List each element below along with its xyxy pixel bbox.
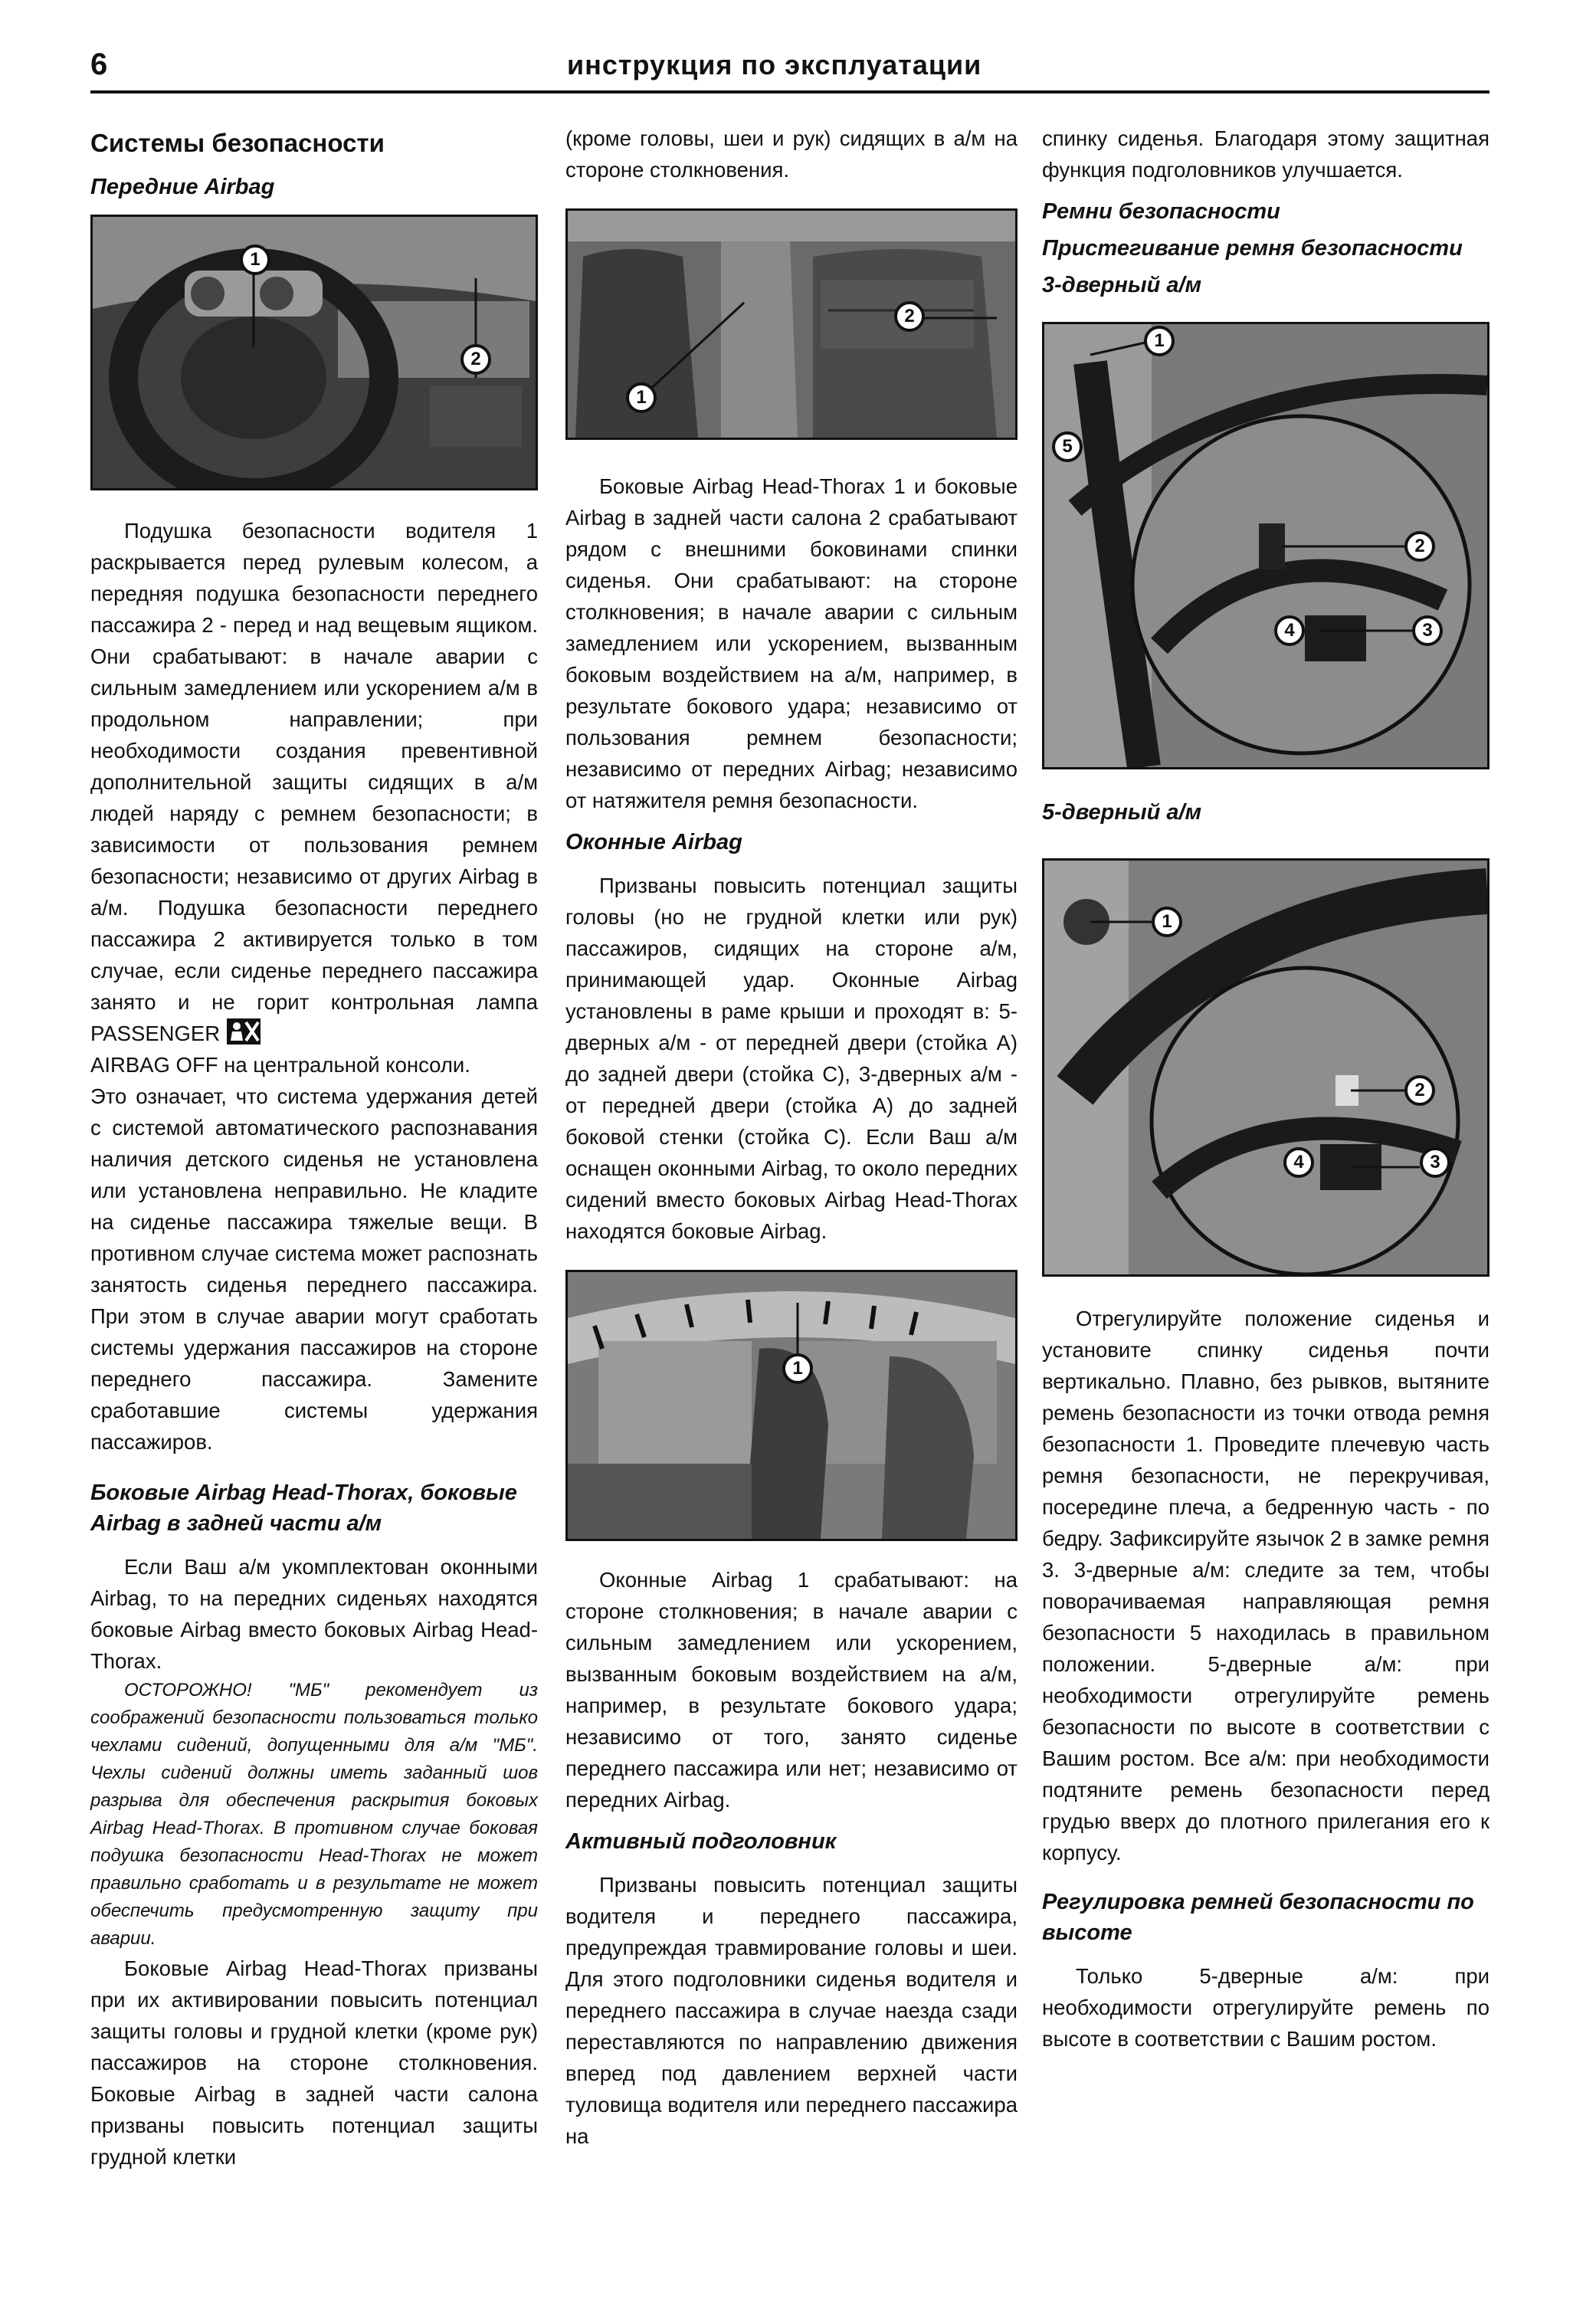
paragraph-active-headrest: Призваны повысить потенциал защиты водителя и переднего пассажира, предупреждая травмирование головы и шеи. Для этого подголовники сиденья водителя и переднего пассажира в случае наезда сзади переставляются по направлению движения вперед под давлением верхней части туловища водителя или переднего пассажира на	[565, 1873, 1018, 2148]
figure-belt-5-door	[1042, 858, 1489, 1277]
callout-1: 1	[782, 1353, 813, 1384]
callout-1: 1	[240, 244, 270, 275]
callout-3: 3	[1412, 615, 1443, 646]
subsection-seat-belts: Ремни безопасности	[1042, 199, 1280, 224]
callout-2: 2	[1404, 1075, 1435, 1106]
paragraph-front-airbag-text: Подушка безопасности водителя 1 раскрывается перед рулевым колесом, а передняя подушка безопасности переднего пассажира 2 - перед и над вещевым ящиком. Они срабатывают: в начале аварии с сильным замедлением или ускорением а/м в продольном направлении; при необходимости создания превентивной дополнительной защиты сидящих в а/м людей наряду с ремнем безопасности; в зависимости от пользования ремнем безопасности; независимо от других Airbag в а/м. Подушка безопасности переднего пассажира 2 активируется только в том случае, если сиденье переднего пассажира занято и не горит контрольная лампа PASSENGER	[90, 519, 538, 1045]
paragraph-belt-height: Только 5-дверные а/м: при необходимости отрегулируйте ремень по высоте в соответствии с Вашим ростом.	[1042, 1964, 1489, 2051]
callout-5: 5	[1052, 431, 1083, 462]
belt-5-door-illustration	[1044, 861, 1487, 1274]
paragraph-front-airbag	[90, 515, 538, 1049]
callout-3: 3	[1420, 1147, 1450, 1178]
figure-belt-3-door	[1042, 322, 1489, 769]
paragraph-front-airbag-off: AIRBAG OFF на центральной консоли.	[90, 1053, 470, 1077]
paragraph-side-airbag-b: Боковые Airbag Head-Thorax призваны при их активировании повысить потенциал защиты головы и грудной клетки (кроме рук) пассажиров на стороне столкновения. Боковые Airbag в задней части салона призваны повысить потенциал защиты грудной клетки	[90, 1956, 538, 2169]
warning-seat-covers: ОСТОРОЖНО! "МБ" рекомендует из соображений безопасности пользоваться только чехлами сидений, допущенными для а/м "МБ". Чехлы сидений должны иметь заданный шов разрыва для обеспечения раскрытия боковых Airbag Head-Thorax. В противном случае боковая подушка безопасности Head-Thorax не может правильно сработать и в результате не может обеспечить предусмотренную защиту при аварии.	[90, 1680, 538, 1949]
subsection-fasten-belt: Пристегивание ремня безопасности	[1042, 236, 1463, 261]
subsection-active-headrest: Активный подголовник	[565, 1829, 837, 1854]
figure-side-airbags	[565, 208, 1018, 440]
column-1	[90, 123, 538, 2173]
running-title: инструкция по эксплуатации	[567, 49, 982, 80]
figure-dashboard-airbags	[90, 215, 538, 490]
subsection-5-door: 5-дверный а/м	[1042, 800, 1202, 825]
subsection-side-airbag: Боковые Airbag Head-Thorax, боковые Airbag в задней части а/м	[90, 1481, 517, 1536]
callout-1: 1	[1144, 326, 1175, 356]
subsection-front-airbag: Передние Airbag	[90, 175, 275, 199]
figure-window-airbags	[565, 1270, 1018, 1541]
callout-2: 2	[1404, 531, 1435, 562]
subsection-3-door: 3-дверный а/м	[1042, 273, 1202, 297]
paragraph-continued: (кроме головы, шеи и рук) сидящих в а/м на стороне столкновения.	[565, 126, 1018, 182]
subsection-belt-height: Регулировка ремней безопасности по высоте	[1042, 1890, 1474, 1945]
header-rule	[90, 90, 1489, 93]
paragraph-window-airbag-b: Оконные Airbag 1 срабатывают: на стороне столкновения; в начале аварии с сильным замедлением или ускорением, вызванным боковым воздействием на а/м, например, в результате бокового удара; независимо от того, занято сиденье переднего пассажира или нет; независимо от передних Airbag.	[565, 1568, 1018, 1812]
callout-4: 4	[1274, 615, 1305, 646]
callout-2: 2	[894, 301, 925, 332]
section-title: Системы безопасности	[90, 129, 385, 157]
page-number: 6	[90, 48, 108, 81]
paragraph-window-airbag-a: Призваны повысить потенциал защиты головы (но не грудной клетки или рук) пассажиров, сидящих на стороне а/м, принимающей удар. Оконные Airbag установлены в раме крыши и проходят в: 5-дверных а/м - от передней двери (стойка А) до задней двери (стойка С), 3-дверных а/м - от передней двери (стойка А) до задней боковой стенки (стойка С). Если Ваш а/м оснащен оконными Airbag, то около передних сидений вместо боковых Airbag Head-Thorax находятся боковые Airbag.	[565, 874, 1018, 1243]
paragraph-side-airbag-c: Боковые Airbag Head-Thorax 1 и боковые Airbag в задней части салона 2 срабатывают рядом с внешними боковинами спинки сиденья. Они срабатывают: на стороне столкновения; в начале аварии с сильным замедлением или ускорением, вызванным боковым воздействием на а/м, например, в результате бокового удара; независимо от пользования ремнем безопасности; независимо от передних Airbag; независимо от натяжителя ремня безопасности.	[565, 474, 1018, 812]
paragraph-continued: спинку сиденья. Благодаря этому защитная функция подголовников улучшается.	[1042, 126, 1489, 182]
passenger-airbag-off-icon	[226, 1018, 261, 1045]
paragraph-side-airbag-a: Если Ваш а/м укомплектован оконными Airbag, то на передних сиденьях находятся боковые Airbag вместо боковых Airbag Head-Thorax.	[90, 1555, 538, 1673]
callout-1: 1	[1152, 907, 1182, 937]
window-airbags-illustration	[568, 1272, 1015, 1539]
callout-2: 2	[460, 344, 491, 375]
callout-4: 4	[1283, 1147, 1314, 1178]
paragraph-child-restraint: Это означает, что система удержания детей с системой автоматического распознавания наличия детского сиденья не установлена или установлена неправильно. Не кладите на сиденье пассажира тяжелые вещи. В противном случае система может распознать занятость сиденья переднего пассажира. При этом в случае аварии могут сработать системы удержания пассажиров на стороне переднего пассажира. Замените сработавшие системы удержания пассажиров.	[90, 1084, 538, 1454]
subsection-window-airbag: Оконные Airbag	[565, 830, 742, 854]
column-3	[1042, 123, 1489, 2055]
column-2	[565, 123, 1018, 2152]
callout-1: 1	[626, 382, 657, 413]
paragraph-fasten-belt: Отрегулируйте положение сиденья и установите спинку сиденья почти вертикально. Плавно, без рывков, вытяните ремень безопасности из точки отвода ремня безопасности 1. Проведите плечевую часть ремня безопасности, не перекручивая, посередине плеча, а бедренную часть - по бедру. Зафиксируйте язычок 2 в замке ремня 3. 3-дверные а/м: следите за тем, чтобы поворачиваемая направляющая ремня безопасности 5 находилась в правильном положении. 5-дверные а/м: при необходимости отрегулируйте ремень безопасности по высоте в соответствии с Вашим ростом. Все а/м: при необходимости подтяните ремень безопасности перед грудью вверх до плотного прилегания его к корпусу.	[1042, 1307, 1489, 1864]
